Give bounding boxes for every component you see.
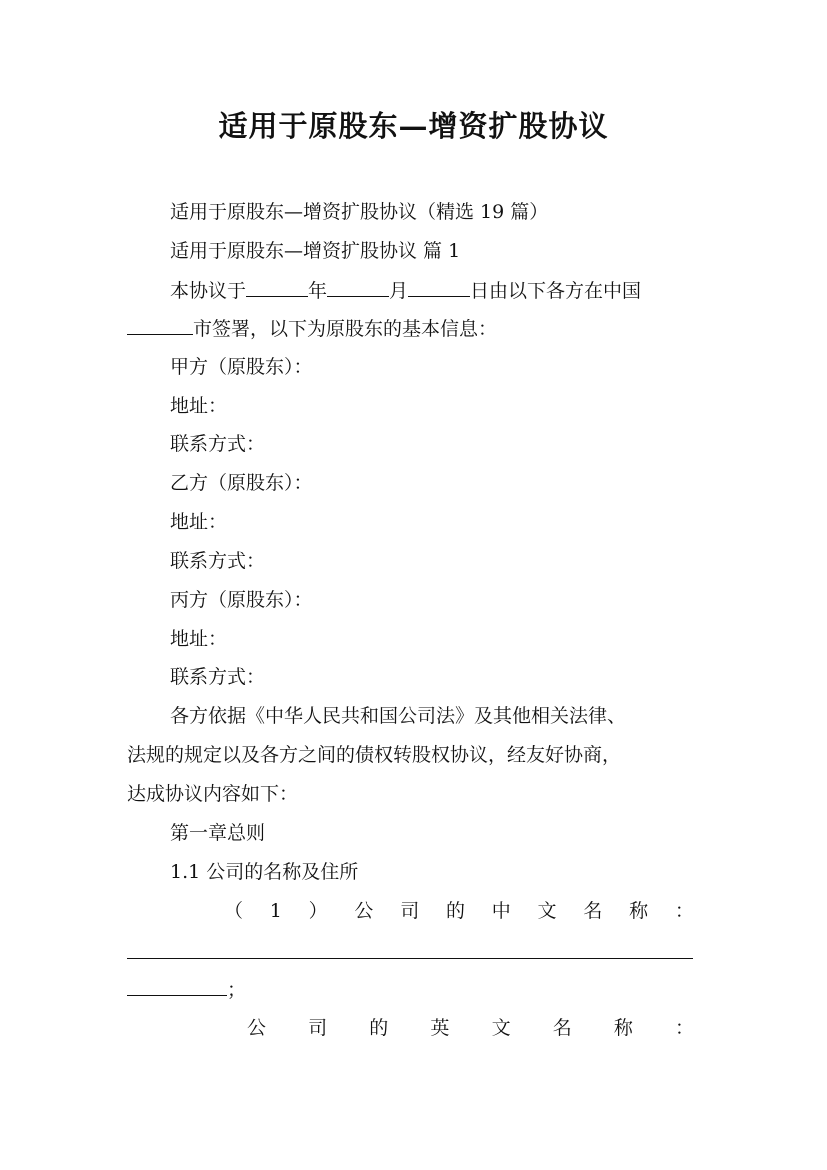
label-char: 中 [491,900,511,922]
party-a-contact: 联系方式： [170,433,266,455]
subtitle: 适用于原股东—增资扩股协议（精选 19 篇） [170,201,549,223]
label-char: 的 [445,900,465,922]
party-c-address: 地址： [170,628,228,650]
section-heading: 适用于原股东—增资扩股协议 篇 1 [170,240,461,262]
day-blank [408,278,470,297]
party-c-contact: 联系方式： [170,666,266,688]
intro-prefix: 本协议于 [170,280,247,302]
party-c-name: 丙方（原股东）： [170,589,313,611]
city-blank [127,316,193,335]
label-char: 称 [613,1017,633,1039]
party-b-address: 地址： [170,511,228,533]
label-char: 司 [308,1017,328,1039]
party-b-name: 乙方（原股东）： [170,472,313,494]
semicolon: ； [227,979,247,1001]
year-label: 年 [308,280,328,302]
label-char: 名 [552,1017,572,1039]
english-name-label [247,1016,694,1040]
party-b-contact: 联系方式： [170,550,266,572]
basis-line-3: 达成协议内容如下： [127,783,299,805]
month-label: 月 [389,280,409,302]
label-char: （ [224,900,244,922]
label-char: 称 [629,900,649,922]
label-char: ： [674,900,694,922]
label-char: 公 [354,900,374,922]
label-char: 1 [269,900,282,922]
month-blank [327,278,389,297]
intro-line-2 [127,316,697,341]
party-a-name: 甲方（原股东）： [170,356,313,378]
day-suffix: 日由以下各方在中国 [470,280,642,302]
party-a-address: 地址： [170,395,228,417]
chinese-name-blank-end [127,977,697,1002]
label-char: ） [308,900,328,922]
basis-line-2: 法规的规定以及各方之间的债权转股权协议，经友好协商， [127,744,622,766]
chinese-name-blank-line [127,958,693,959]
intro-line2-suffix: 市签署，以下为原股东的基本信息： [193,318,498,340]
chinese-name-label [224,899,694,923]
label-char: 公 [247,1017,267,1039]
label-char: 文 [491,1017,511,1039]
basis-line-1: 各方依据《中华人民共和国公司法》及其他相关法律、 [170,705,627,727]
clause-heading: 1.1 公司的名称及住所 [170,861,359,883]
chinese-name-blank [127,977,227,996]
intro-line-1 [170,278,740,303]
label-char: ： [674,1017,694,1039]
document-title: 适用于原股东—增资扩股协议 [218,109,609,143]
chapter-heading: 第一章总则 [170,822,266,844]
label-char: 的 [369,1017,389,1039]
label-char: 司 [400,900,420,922]
label-char: 文 [537,900,557,922]
year-blank [246,278,308,297]
label-char: 名 [583,900,603,922]
label-char: 英 [430,1017,450,1039]
